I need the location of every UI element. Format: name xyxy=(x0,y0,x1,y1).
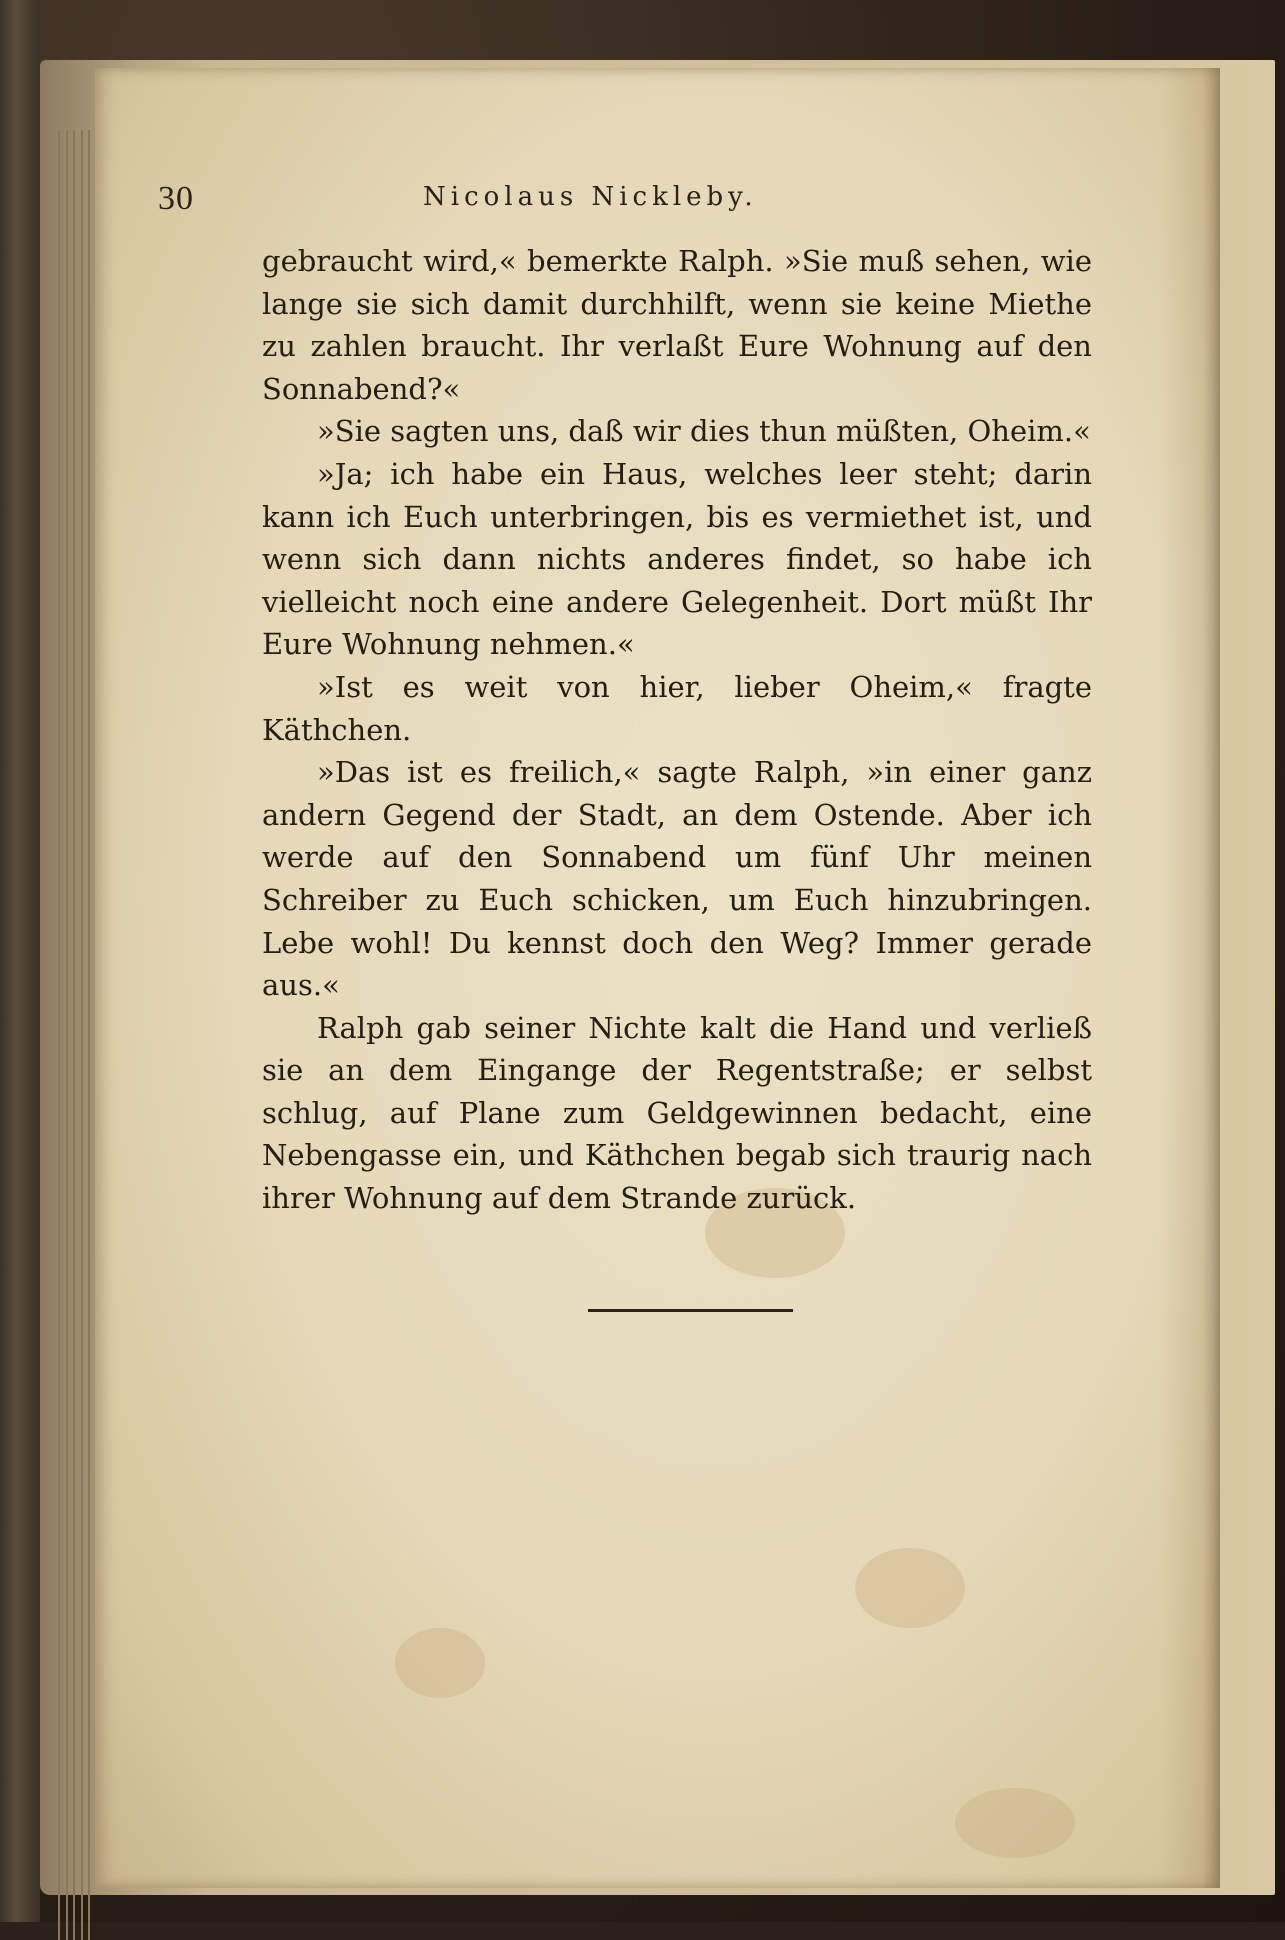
page-header xyxy=(158,180,1058,220)
page-edge-line xyxy=(73,130,75,1940)
paragraph: »Ist es weit von hier, lieber Oheim,« fragte Käthchen. xyxy=(262,669,1092,747)
page-edge-line xyxy=(88,130,90,1940)
paragraph: Ralph gab seiner Nichte kalt die Hand und verließ sie an dem Eingange der Regentstraße; er selbst schlug, auf Plane zum Geldgewinnen bedacht, eine Nebengasse ein, und Käthchen begab sich traurig nach ihrer Wohnung auf dem Strande zurück. xyxy=(262,1010,1092,1216)
page-gutter-shadow xyxy=(1160,68,1220,1888)
page-edge-line xyxy=(58,130,60,1940)
paragraph: »Sie sagten uns, daß wir dies thun müßten, Oheim.« xyxy=(317,414,1091,449)
paragraph: »Das ist es freilich,« sagte Ralph, »in einer ganz andern Gegend der Stadt, an dem Ostende. Aber ich werde auf den Sonnabend um fünf Uhr meinen Schreiber zu Euch schicken, um Euch hinzubringen. Lebe wohl! Du kennst doch den Weg? Immer gerade aus.« xyxy=(262,755,1092,1003)
page-edge-line xyxy=(66,130,68,1940)
paper-stain xyxy=(395,1628,485,1698)
cover-edge xyxy=(0,0,40,1922)
section-divider xyxy=(588,1309,793,1312)
page-edge-line xyxy=(81,130,83,1940)
paragraph: »Ja; ich habe ein Haus, welches leer steht; darin kann ich Euch unterbringen, bis es vermiethet ist, und wenn sich dann nichts anderes findet, so habe ich vielleicht noch eine andere Gelegenheit. Dort müßt Ihr Eure Wohnung nehmen.« xyxy=(262,456,1092,662)
body-text xyxy=(262,240,1092,1220)
paper-stain xyxy=(855,1548,965,1628)
paper-stain xyxy=(955,1788,1075,1858)
page-number: 30 xyxy=(158,180,194,217)
running-title: Nicolaus Nickleby. xyxy=(423,182,758,212)
paragraph: gebraucht wird,« bemerkte Ralph. »Sie muß sehen, wie lange sie sich damit durchhilft, wenn sie keine Miethe zu zahlen braucht. Ihr verlaßt Eure Wohnung auf den Sonnabend?« xyxy=(262,244,1092,406)
